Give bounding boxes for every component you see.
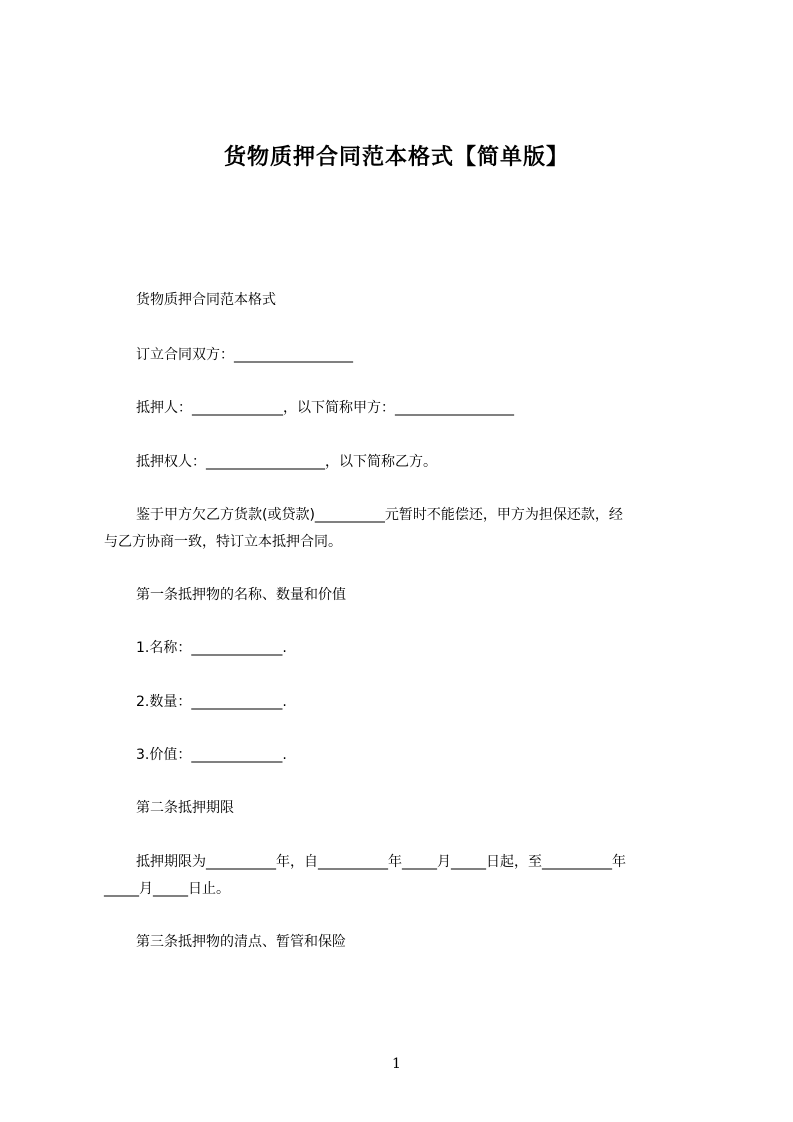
article-three-heading: 第三条抵押物的清点、暂管和保险 [136, 934, 346, 950]
item-name-line: 1.名称：_____________. [136, 640, 287, 656]
page-number: 1 [392, 1056, 401, 1072]
mortgagee-line: 抵押权人：_________________，以下简称乙方。 [136, 454, 437, 470]
term-continuation-line: _____月_____日止。 [104, 881, 230, 897]
item-value-line: 3.价值：_____________. [136, 747, 287, 763]
article-one-heading: 第一条抵押物的名称、数量和价值 [136, 587, 346, 603]
subtitle-line: 货物质押合同范本格式 [136, 292, 276, 308]
item-quantity-line: 2.数量：_____________. [136, 694, 287, 710]
article-two-heading: 第二条抵押期限 [136, 800, 234, 816]
parties-line: 订立合同双方：_________________ [136, 347, 353, 363]
whereas-line: 鉴于甲方欠乙方货款(或贷款)__________元暂时不能偿还，甲方为担保还款，经 [136, 507, 623, 523]
mortgagor-line: 抵押人：_____________，以下简称甲方：_________________ [136, 400, 514, 416]
term-line: 抵押期限为__________年，自__________年_____月_____日起，至__________年 [136, 854, 626, 870]
whereas-continuation-line: 与乙方协商一致，特订立本抵押合同。 [104, 534, 342, 550]
document-title: 货物质押合同范本格式【简单版】 [223, 145, 569, 170]
